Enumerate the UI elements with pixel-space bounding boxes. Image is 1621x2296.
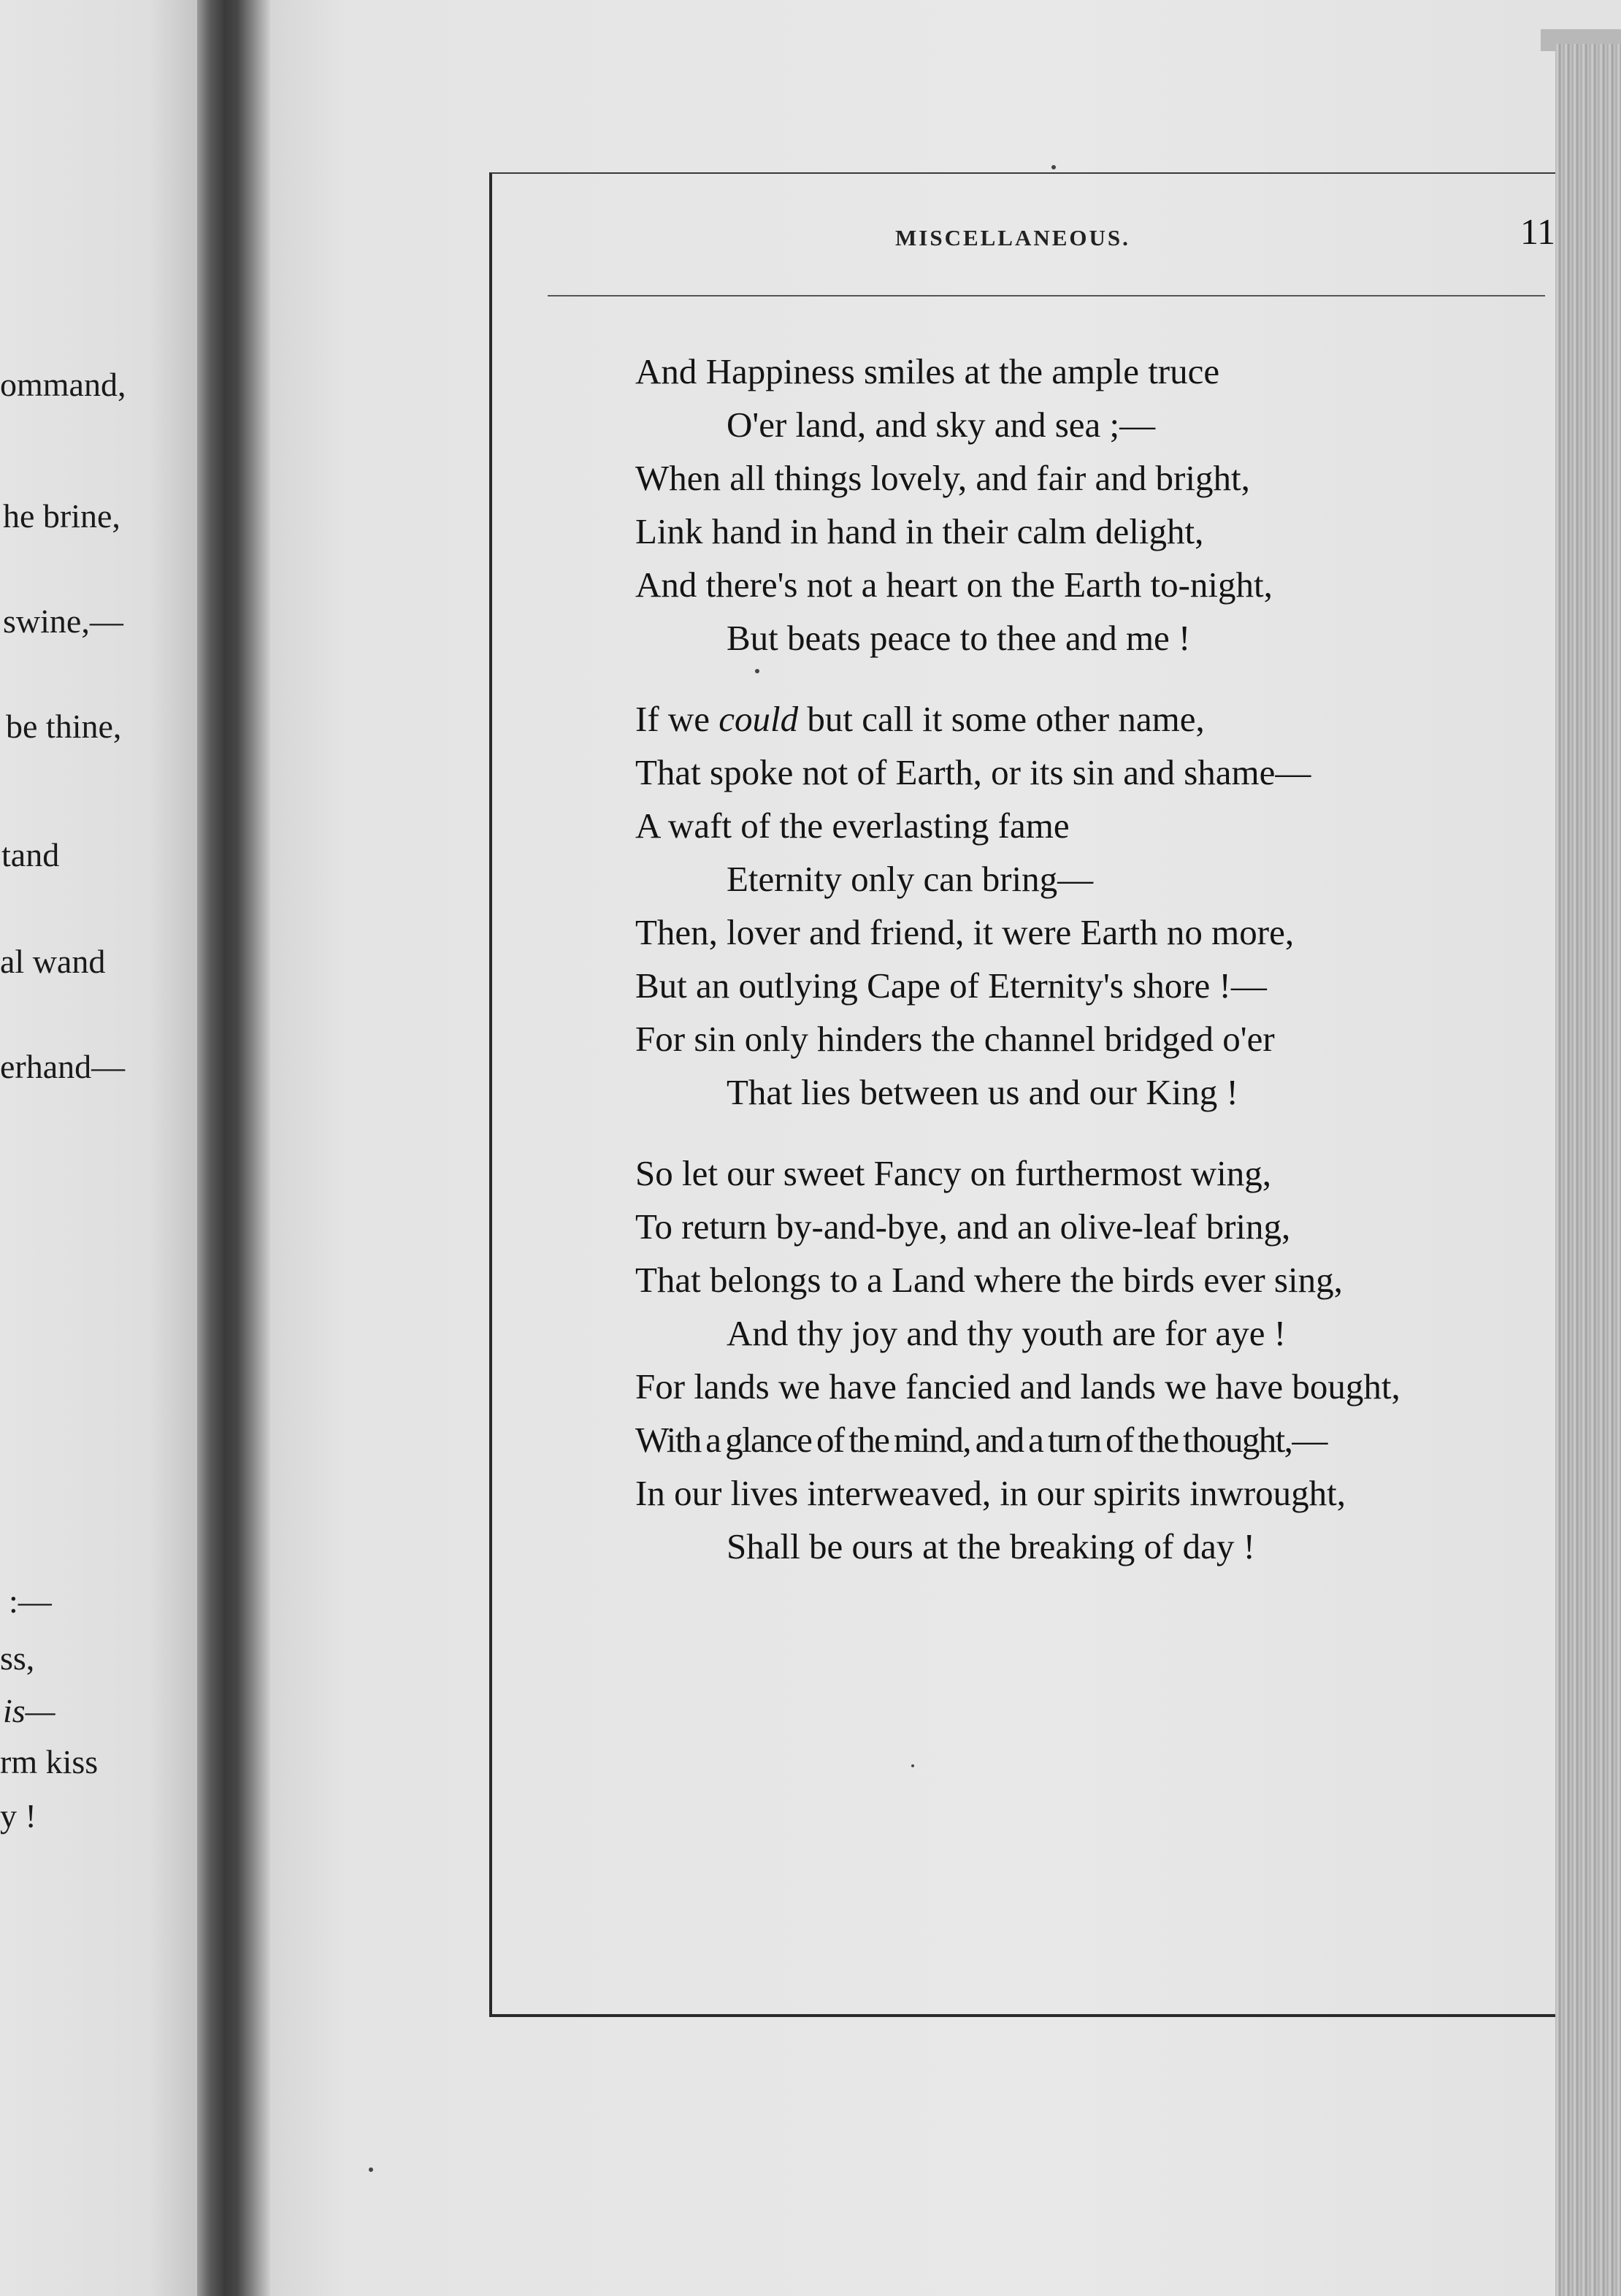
left-fragment: al wand	[0, 943, 106, 980]
left-fragment: ss,	[0, 1639, 35, 1677]
header-rule	[548, 295, 1545, 296]
ink-speck	[1051, 165, 1056, 169]
verse-line: A waft of the everlasting fame	[635, 805, 1070, 846]
page-edges	[1555, 44, 1621, 2296]
verse-line: With a glance of the mind, and a turn of the thought,—	[635, 1420, 1327, 1460]
ink-speck	[755, 669, 759, 673]
verse-text: but call it some other name,	[798, 699, 1205, 739]
page-number: 11	[1520, 211, 1556, 252]
verse-line: Then, lover and friend, it were Earth no more,	[635, 912, 1295, 952]
verse-line: That belongs to a Land where the birds ever sing,	[635, 1260, 1343, 1300]
left-fragment: y !	[0, 1797, 37, 1834]
verse-line: But beats peace to thee and me !	[727, 618, 1191, 658]
poem-body	[635, 345, 1584, 1601]
verse-line: That lies between us and our King !	[727, 1072, 1238, 1112]
stanza-3	[635, 1147, 1584, 1573]
left-fragment: be thine,	[6, 708, 122, 745]
verse-line: When all things lovely, and fair and bright,	[635, 458, 1250, 498]
verse-line: So let our sweet Fancy on furthermost wing,	[635, 1153, 1271, 1193]
verse-line: For sin only hinders the channel bridged o'er	[635, 1019, 1275, 1059]
running-head: MISCELLANEOUS.	[895, 225, 1130, 250]
book-gutter-shadow	[197, 0, 270, 2296]
verse-line: And Happiness smiles at the ample truce	[635, 351, 1220, 391]
italic-word: could	[718, 699, 799, 739]
right-page	[270, 0, 1555, 2296]
verse-line: Shall be ours at the breaking of day !	[727, 1526, 1255, 1566]
stanza-1	[635, 345, 1584, 665]
verse-line: And thy joy and thy youth are for aye !	[727, 1313, 1287, 1353]
verse-line: That spoke not of Earth, or its sin and shame—	[635, 752, 1311, 792]
left-fragment: erhand—	[0, 1048, 126, 1085]
left-fragment: ommand,	[0, 366, 126, 403]
left-fragment: swine,—	[3, 602, 123, 640]
verse-line: To return by-and-bye, and an olive-leaf bring,	[635, 1206, 1291, 1247]
ink-speck	[369, 2167, 373, 2172]
verse-line: For lands we have fancied and lands we have bought,	[635, 1366, 1400, 1407]
verse-line: Eternity only can bring—	[727, 859, 1094, 899]
verse-line: Link hand in hand in their calm delight,	[635, 511, 1204, 551]
stanza-2	[635, 692, 1584, 1119]
verse-line: And there's not a heart on the Earth to-night,	[635, 565, 1273, 605]
verse-line: O'er land, and sky and sea ;—	[727, 405, 1156, 445]
verse-line: In our lives interweaved, in our spirits inwrought,	[635, 1473, 1346, 1513]
left-fragment: rm kiss	[0, 1743, 99, 1780]
left-fragment: :—	[9, 1583, 52, 1620]
verse-line: But an outlying Cape of Eternity's shore !—	[635, 965, 1267, 1006]
left-facing-page	[0, 0, 212, 2296]
left-fragment: he brine,	[3, 497, 120, 535]
left-fragment: is—	[3, 1692, 55, 1729]
ink-speck	[911, 1764, 914, 1767]
verse-text: If we	[635, 699, 719, 739]
verse-line	[635, 692, 1584, 746]
left-fragment: tand	[1, 836, 60, 873]
